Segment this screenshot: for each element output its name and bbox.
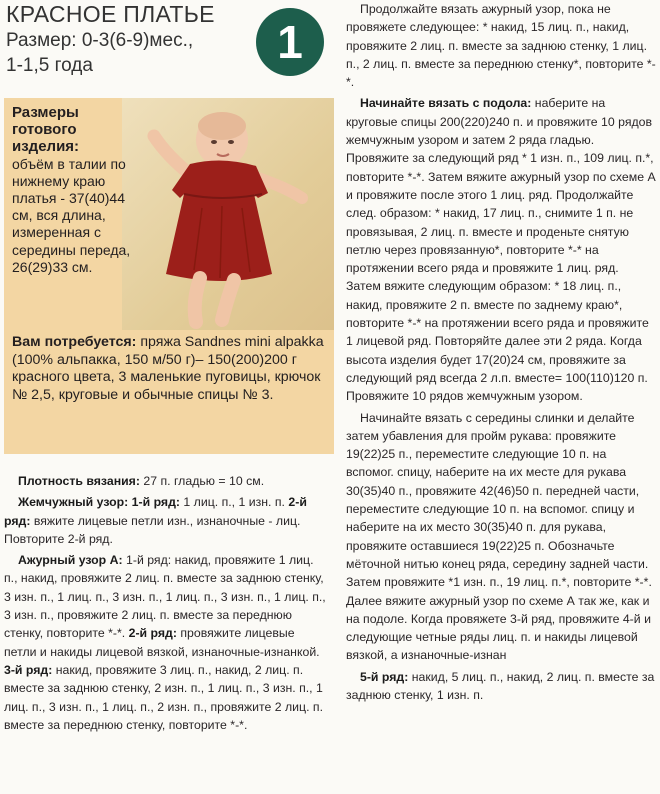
pattern-title: КРАСНОЕ ПЛАТЬЕ (6, 1, 215, 27)
lace-text-2: провяжите лицевые петли и накиды лицевой вязкой, изнаночные-изнанкой. (4, 626, 320, 659)
size-line-1: Размер: 0-3(6-9)мес., (6, 30, 194, 51)
title-block (6, 2, 215, 77)
hem-paragraph (346, 94, 656, 405)
hem-heading: Начинайте вязать с подола: (360, 96, 532, 111)
size-line-2: 1-1,5 года (6, 55, 93, 76)
pearl-pattern-paragraph (4, 493, 326, 548)
continue-paragraph: Продолжайте вязать ажурный узор, пока не провяжете следующее: * накид, 15 лиц. п., накид, провяжите 2 лиц. п. вместе за заднюю стенку, 1 лиц. п., 2 лиц. п. вместе за переднюю стенку*, повторите *-*. (346, 2, 656, 90)
row5-paragraph (346, 668, 656, 705)
gauge-paragraph (4, 472, 326, 490)
lace-heading: Ажурный узор А: (18, 553, 123, 568)
sizes-text: объём в талии по нижнему краю платья - 37(40)44 см, вся длина, измеренная с середины переда, 26(29)33 см. (12, 155, 131, 275)
gauge-text: 27 п. гладью = 10 см. (143, 474, 265, 488)
lace-text-1: 1-й ряд: накид, провяжите 1 лиц. п., накид, провяжите 2 лиц. п. вместе за заднюю стенку, 3 изн. п., 1 лиц. п., 3 изн. п., 1 лиц. п., 3 изн. п., 1 лиц. п., 3 изн. п., провяжите 2 лиц. п. вместе за переднюю стенку, повторите *-*. (4, 553, 326, 641)
pattern-number-badge: 1 (256, 8, 324, 76)
lace-pattern-paragraph (4, 551, 326, 734)
baby-photo (122, 98, 334, 330)
materials-heading: Вам потребуется: (12, 334, 137, 350)
lace-text-3: накид, провяжите 3 лиц. п., накид, 2 лиц. п. вместе за заднюю стенку, 2 изн. п., 1 лиц. п., 3 изн. п., 1 лиц. п., 3 изн. п., 1 лиц. п., 2 изн. п., провяжите 2 лиц. п. вместе за переднюю стенку, повторите *-*. (4, 662, 323, 732)
gauge-heading: Плотность вязания: (18, 474, 140, 488)
row5-text: накид, 5 лиц. п., накид, 2 лиц. п. вместе за заднюю стенку, 1 изн. п. (346, 669, 655, 702)
back-paragraph: Начинайте вязать с середины слинки и делайте затем убавления для пройм рукава: провяжите 19(22)25 п., переместите следующие 10 п. на вспомог. спицу, наберите на их месте для рукава 30(35)40 п., провяжите 42(46)50 п. передней части, переместите следующие 10 п. на вспомог. спицу и наберите на их место 30(35)40 п. для рукава, провяжите оставшиеся 19(22)25 п. Обозначьте мёточной нитью конец ряда, середину задней части. Затем провяжите *1 изн. п., 19 лиц. п.*, повторите *-*. Далее вяжите ажурный узор по схеме А так же, как и на подоле. Когда провяжете 3-й ряд, провяжите 4-й и следующие четные ряды лиц. п. и накиды лицевой вязкой, а изнаночные-изнан (346, 410, 652, 663)
pearl-row2-label: 2-й ряд: (4, 495, 307, 528)
materials-text: пряжа Sandnes mini alpakka (100% альпакка, 150 м/50 г)– 150(200)200 г красного цвета, 3 маленькие пуговицы, крючок № 2,5, круговые и обычные спицы № 3. (12, 334, 324, 403)
materials (12, 334, 330, 404)
finished-sizes (12, 104, 132, 276)
lace-row3-label: 3-й ряд: (4, 662, 53, 677)
row5-label: 5-й ряд: (360, 669, 409, 684)
pearl-text-1: 1 лиц. п., 1 изн. п. (183, 495, 285, 510)
hem-text: наберите на круговые спицы 200(220)240 п. и провяжите 10 рядов жемчужным узором и затем 2 ряда гладью. Провяжите за следующий ряд * 1 изн. п., 109 лиц. п.*, повторите *-*. Затем вяжите ажурный узор по схеме А и провяжите после этого 1 лиц. ряд. Продолжайте след. образом: * накид, 17 лиц. п., снимите 1 п. не провязывая, 2 лиц. п. вместе и проденьте снятую петлю через провязанную*, повторите *-* на протяжении всего ряда и провяжите 1 лиц. ряд. Затем вяжите следующим образом: * 18 лиц. п., накид, провяжите 2 п. вместе по заднему краю*, повторите *-* на протяжении всего ряда и провяжите 1 лицевой ряд. Повторяйте далее эти 2 ряда. Когда высота изделия будет 17(20)24 см, провяжите за следующий ряд всегда 2 л.п. вместе= 100(110)120 п. Провяжите 10 рядов жемчужным узором. (346, 96, 656, 404)
left-text-column (4, 472, 326, 734)
right-text-column (346, 0, 656, 704)
sizes-heading: Размеры готового изделия: (12, 104, 80, 156)
pearl-text-2: вяжите лицевые петли изн., изнаночные - лиц. Повторите 2-й ряд. (4, 513, 301, 546)
info-box (4, 98, 334, 454)
pearl-heading: Жемчужный узор: 1-й ряд: (18, 495, 180, 510)
baby-in-red-dress-image (122, 98, 334, 330)
lace-row2-label: 2-й ряд: (128, 626, 177, 641)
